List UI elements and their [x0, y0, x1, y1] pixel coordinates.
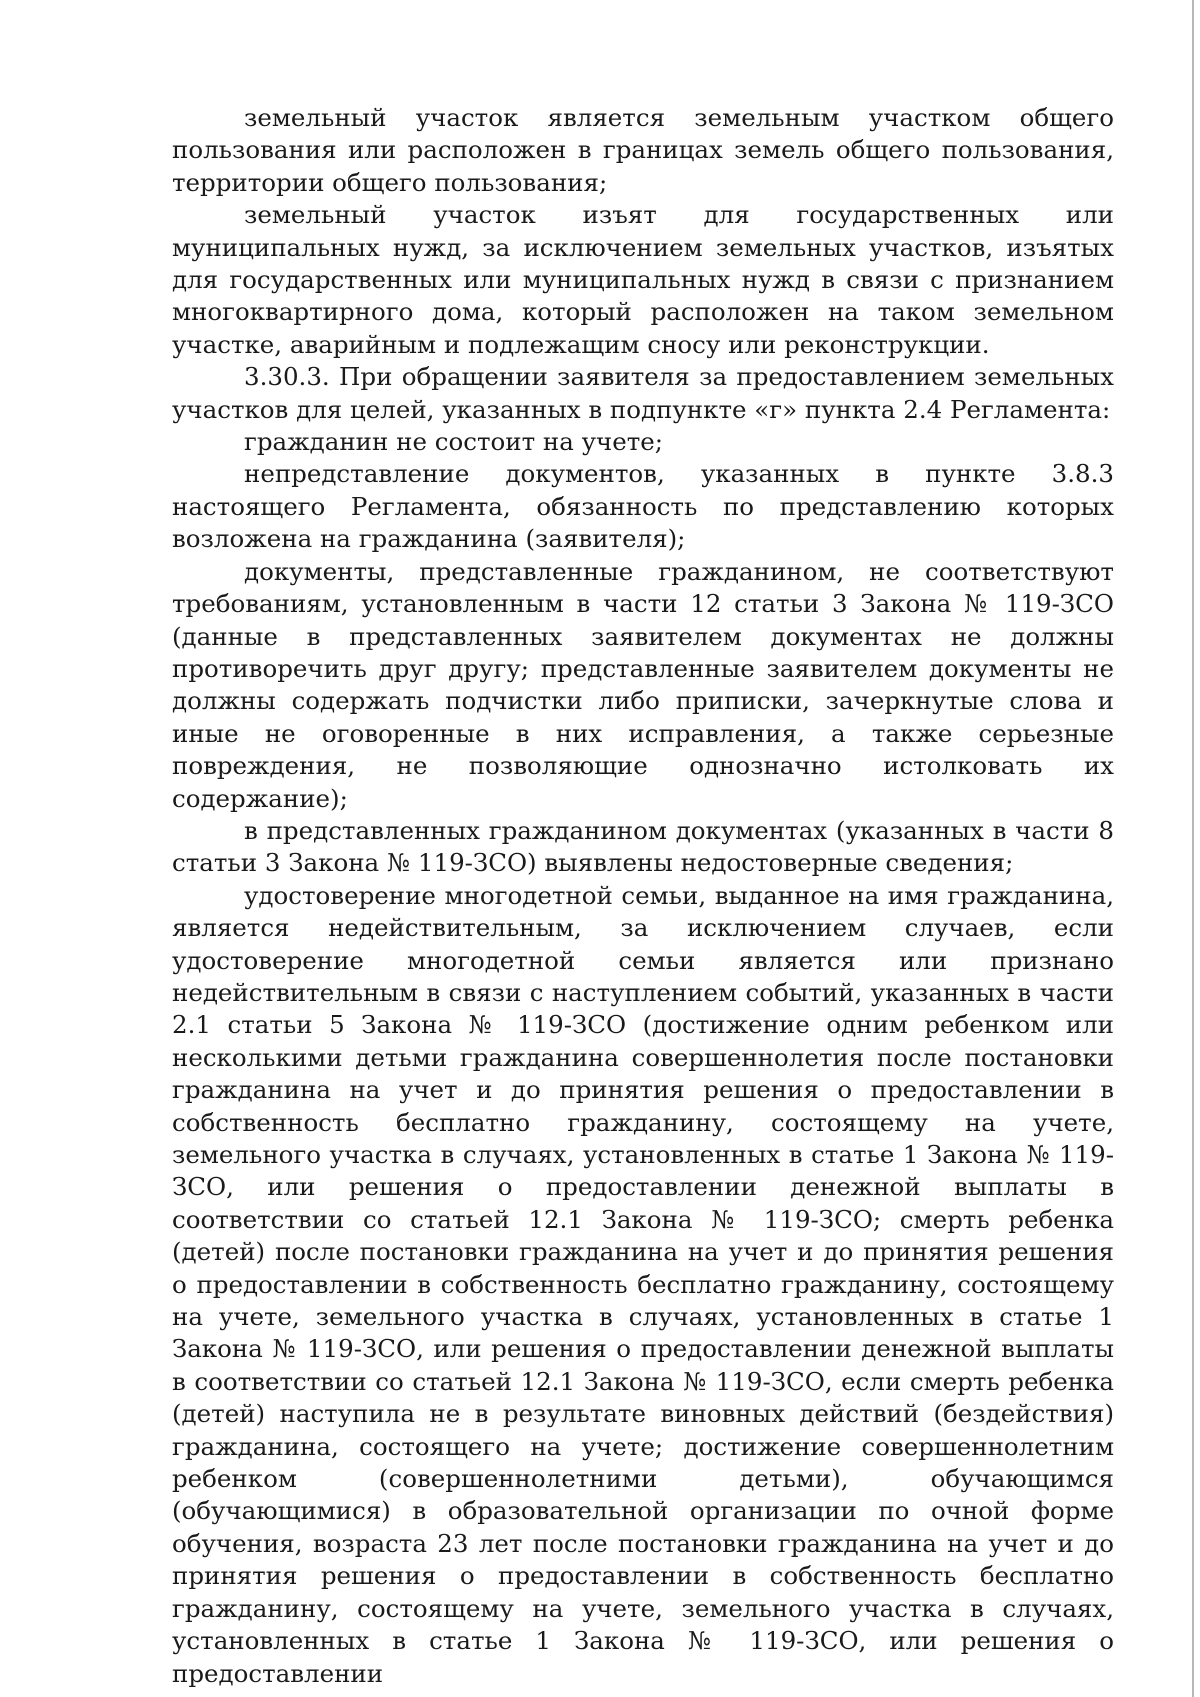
document-body — [172, 102, 1114, 1690]
paragraph-documents-not-submitted: непредставление документов, указанных в пункте 3.8.3 настоящего Регламента, обязанность по представлению которых возложена на гражданина (заявителя); — [172, 459, 1114, 554]
paragraph-false-information: в представленных гражданином документах (указанных в части 8 статьи 3 Закона № 119-ЗСО) выявлены недостоверные сведения; — [172, 815, 1114, 878]
paragraph-seized-land: земельный участок изъят для государственных или муниципальных нужд, за исключением земельных участков, изъятых для государственных или муниципальных нужд в связи с признанием многоквартирного дома, который расположен на таком земельном участке, аварийным и подлежащим сносу или реконструкции. — [172, 200, 1114, 359]
paragraph-documents-noncompliant: документы, представленные гражданином, не соответствуют требованиям, установленным в части 12 статьи 3 Закона № 119-ЗСО (данные в представленных заявителем документах не должны противоречить друг другу; представленные заявителем документы не должны содержать подчистки либо приписки, зачеркнутые слова и иные не оговоренные в них исправления, а также серьезные повреждения, не позволяющие однозначно истолковать их содержание); — [172, 556, 1114, 813]
page-edge-divider — [1192, 0, 1194, 1697]
paragraph-not-registered: гражданин не состоит на учете; — [244, 427, 664, 457]
paragraph-clause-3-30-3: 3.30.3. При обращении заявителя за предоставлением земельных участков для целей, указанных в подпункте «г» пункта 2.4 Регламента: — [172, 362, 1114, 424]
paragraph-invalid-certificate: удостоверение многодетной семьи, выданное на имя гражданина, является недействительным, за исключением случаев, если удостоверение многодетной семьи является или признано недействительным в связи с наступлением событий, указанных в части 2.1 статьи 5 Закона № 119-ЗСО (достижение одним ребенком или несколькими детьми гражданина совершеннолетия после постановки гражданина на учет и до принятия решения о предоставлении в собственность бесплатно гражданину, состоящему на учете, земельного участка в случаях, установленных в статье 1 Закона № 119-ЗСО, или решения о предоставлении денежной выплаты в соответствии со статьей 12.1 Закона № 119-ЗСО; смерть ребенка (детей) после постановки гражданина на учет и до принятия решения о предоставлении в собственность бесплатно гражданину, состоящему на учете, земельного участка в случаях, установленных в статье 1 Закона № 119-ЗСО, или решения о предоставлении денежной выплаты в соответствии со статьей 12.1 Закона № 119-ЗСО, если смерть ребенка (детей) наступила не в результате виновных действий (бездействия) гражданина, состоящего на учете; достижение совершеннолетним ребенком (совершеннолетними детьми), обучающимся (обучающимися) в образовательной организации по очной форме обучения, возраста 23 лет после постановки гражданина на учет и до принятия решения о предоставлении в собственность бесплатно гражданину, состоящему на учете, земельного участка в случаях, установленных в статье 1 Закона № 119-ЗСО, или решения о предоставлении — [172, 880, 1114, 1688]
paragraph-common-use-land: земельный участок является земельным участком общего пользования или расположен в границах земель общего пользования, территории общего пользования; — [172, 103, 1114, 197]
